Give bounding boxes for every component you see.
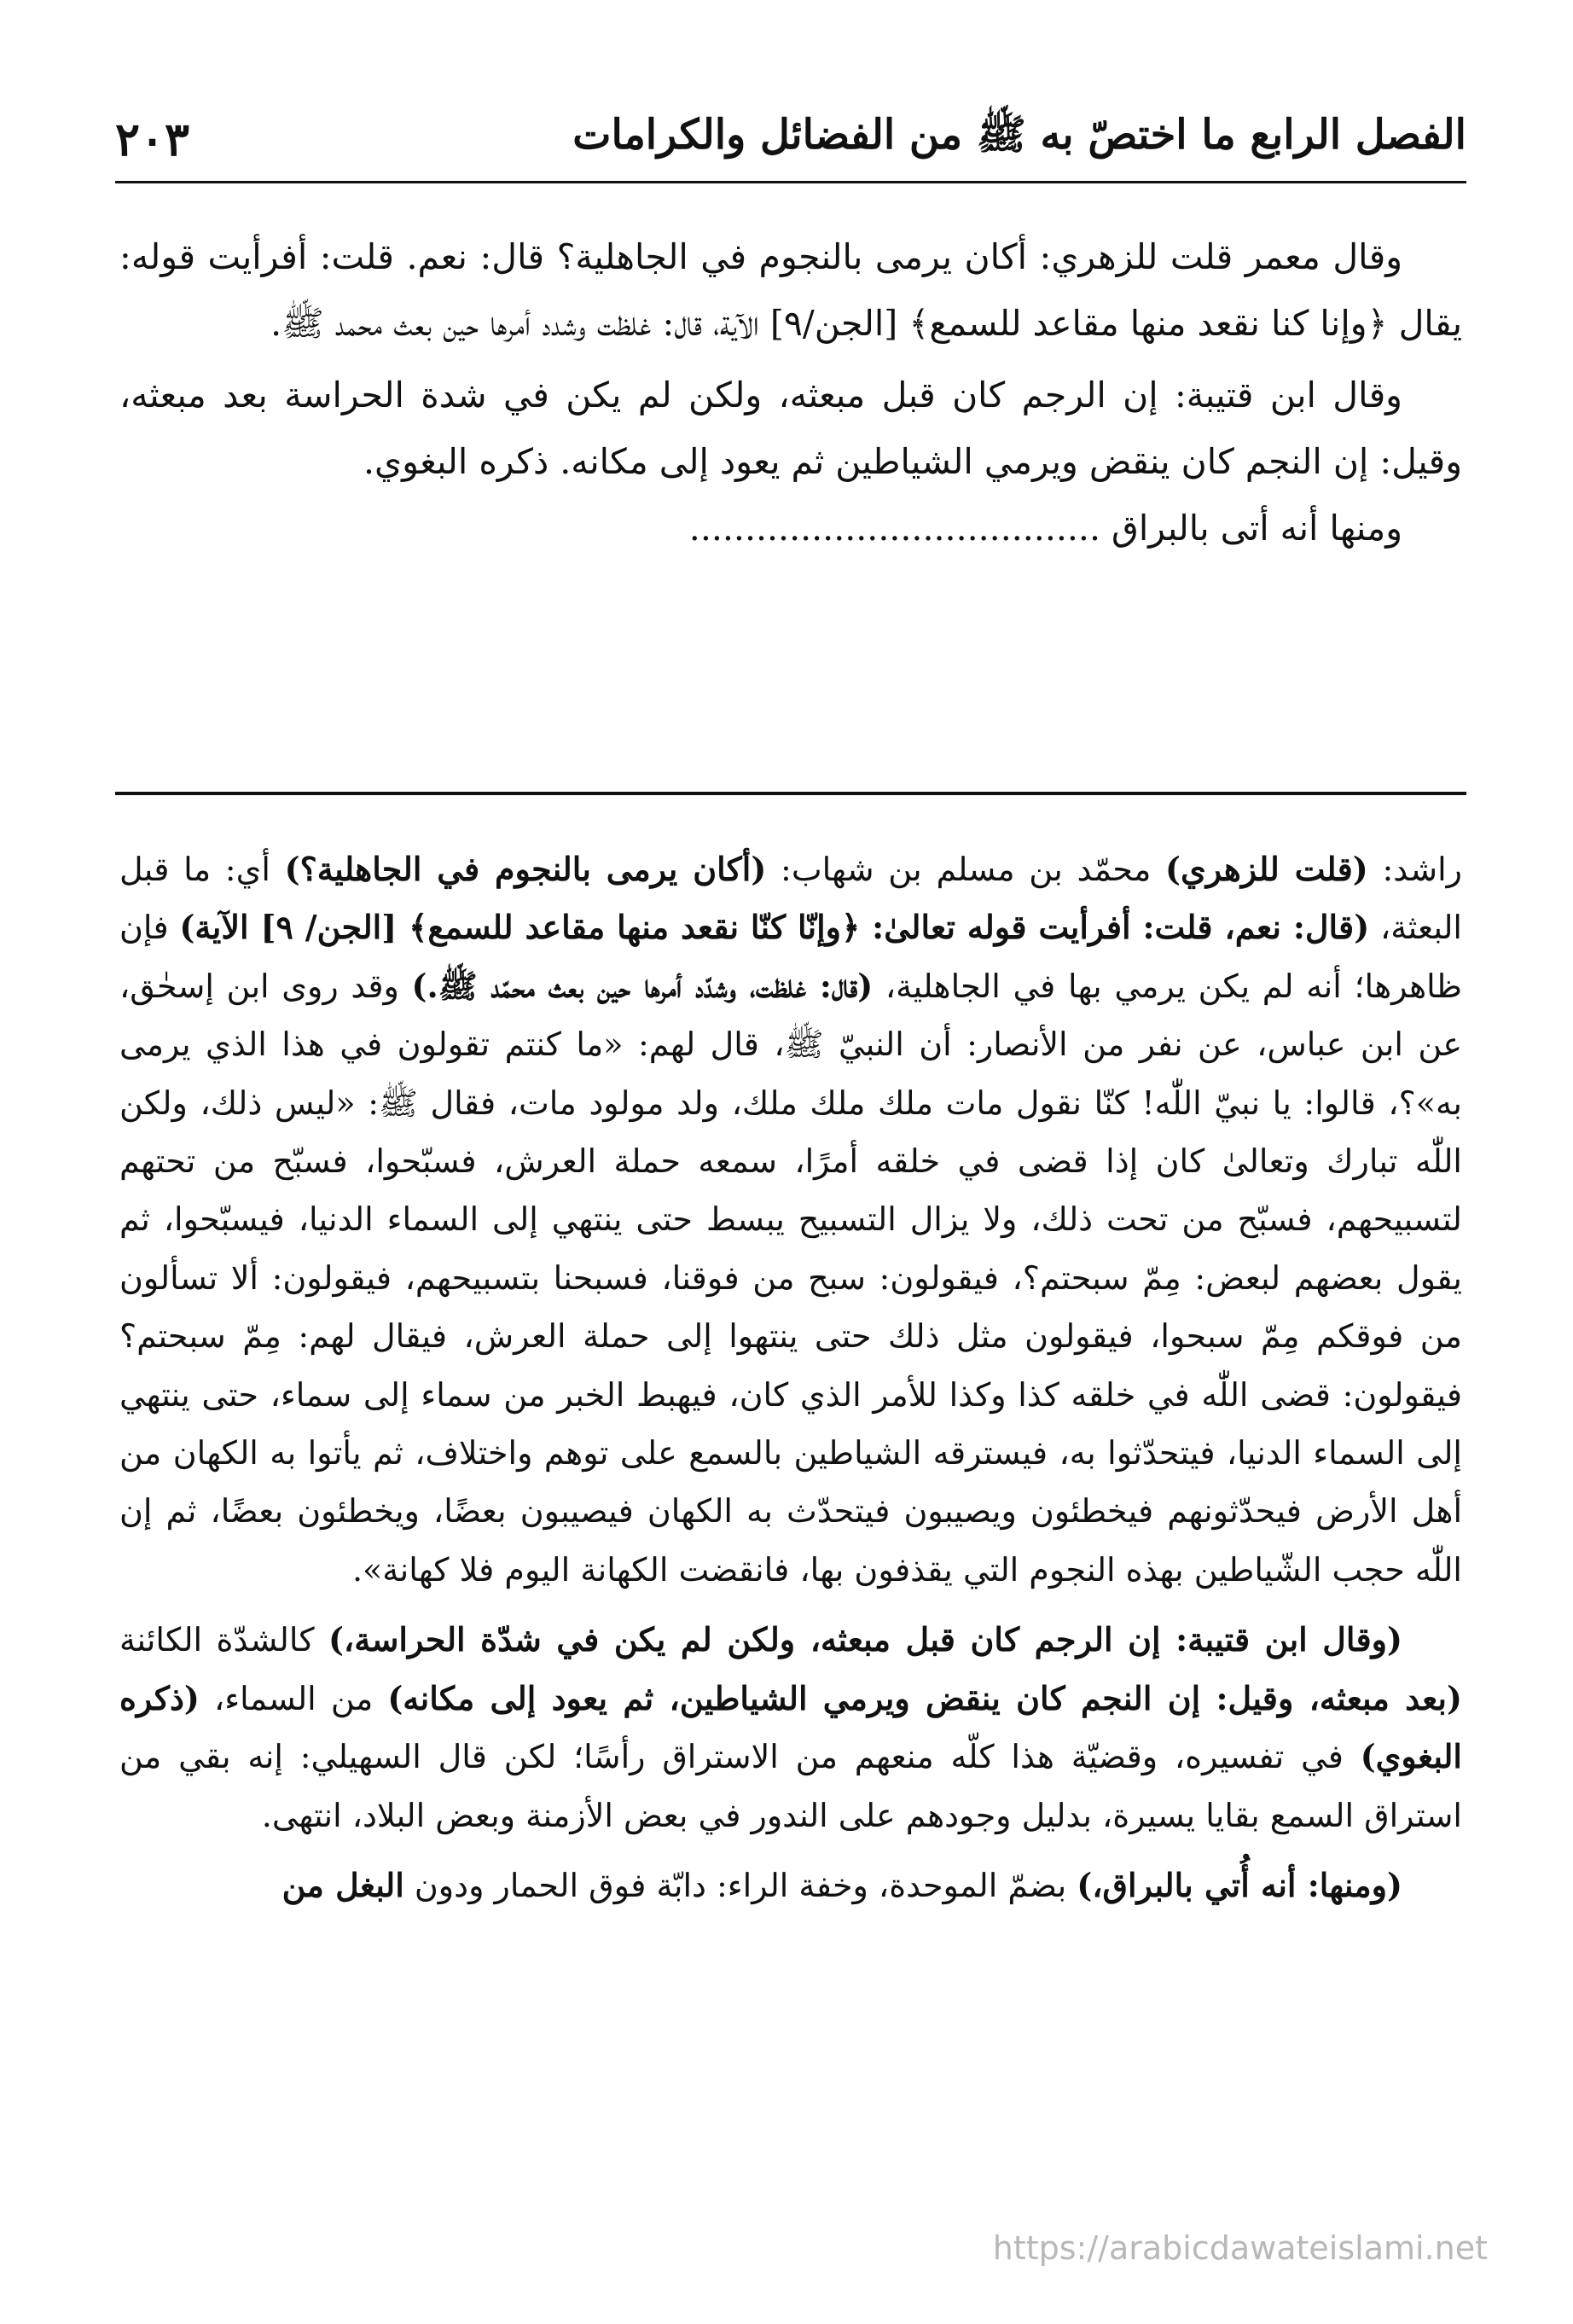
quoted-matn: (أكان يرمى بالنجوم في الجاهلية؟) bbox=[284, 850, 767, 888]
quoted-matn: (ذكره البغوي) bbox=[119, 1678, 1462, 1776]
commentary-span: كالشدّة الكائنة bbox=[119, 1621, 328, 1659]
quoted-matn: (وقال ابن قتيبة: إن الرجم كان قبل مبعثه، ولكن لم يكن في شدّة الحراسة،) bbox=[328, 1620, 1402, 1659]
watermark-url: https://arabicdawateislami.net bbox=[992, 2229, 1488, 2267]
commentary-span: راشد: bbox=[1367, 851, 1463, 888]
main-text bbox=[119, 224, 1462, 561]
commentary-paragraph bbox=[119, 1611, 1462, 1845]
page-header bbox=[115, 101, 1466, 177]
quoted-matn: (قلت للزهري) bbox=[1165, 850, 1368, 888]
chapter-title: الفصل الرابع ما اختصّ به ﷺ من الفضائل والكرامات bbox=[572, 110, 1466, 159]
section-separator bbox=[115, 792, 1466, 795]
commentary-span: البغل من bbox=[282, 1865, 404, 1904]
page-number: ٢٠٣ bbox=[115, 112, 190, 166]
quoted-matn: (ومنها: أنه أُتي بالبراق،) bbox=[1077, 1865, 1402, 1904]
commentary-span: فإن ظاهرها؛ أنه لم يكن يرمي بها في الجاهلية، bbox=[119, 909, 1463, 1005]
matn-paragraph: ومنها أنه أتى بالبراق ..................................... bbox=[688, 508, 1402, 549]
quoted-matn: (قال: نعم، قلت: أفرأيت قوله تعالىٰ: ﴿وإنّا كنّا نقعد منها مقاعد للسمع﴾ [الجن/ ٩] الآية) bbox=[179, 908, 1370, 947]
commentary-paragraph bbox=[119, 1856, 1462, 1914]
commentary-span: محمّد بن مسلم بن شهاب: bbox=[766, 851, 1166, 888]
quoted-matn: (بعد مبعثه، وقيل: إن النجم كان ينقض ويرمي الشياطين، ثم يعود إلى مكانه) bbox=[387, 1678, 1462, 1717]
commentary-span: في تفسيره، وقضيّة هذا كلّه منعهم من الاستراق رأسًا؛ لكن قال السهيلي: إنه بقي من استراق السمع بقايا يسيرة، بدليل وجودهم على الندور في بعض الأزمنة وبعض البلاد، انتهى. bbox=[119, 1738, 1462, 1834]
quoted-matn: (قال: غلظت، وشدّد أمرها حين بعث محمّد ﷺ.) bbox=[411, 966, 874, 1005]
commentary-text bbox=[119, 840, 1462, 1914]
commentary-span: وقد روى ابن إسحٰق، عن ابن عباس، عن نفر من الأنصار: أن النبيّ ﷺ، قال لهم: «ما كنتم تقولون في هذا الذي يرمى به»؟، قالوا: يا نبيّ اللّٰه! كنّا نقول مات ملك ملك ملك، ولد مولود مات، فقال ﷺ: «ليس ذلك، ولكن اللّٰه تبارك وتعالىٰ كان إذا قضى في خلقه أمرًا، سمعه حملة العرش، فسبّحوا، فسبّح من تحتهم لتسبيحهم، فسبّح من تحت ذلك، ولا يزال التسبيح يبسط حتى ينتهي إلى السماء الدنيا، فيسبّحوا، ثم يقول بعضهم لبعض: مِمّ سبحتم؟، فيقولون: سبح من فوقنا، فسبحنا بتسبيحهم، فيقولون: ألا تسألون من فوقكم مِمّ سبحوا، فيقولون مثل ذلك حتى ينتهوا إلى حملة العرش، فيقال لهم: مِمّ سبحتم؟ فيقولون: قضى اللّٰه في خلقه كذا وكذا للأمر الذي كان، فيهبط الخبر من سماء إلى سماء، حتى ينتهي إلى السماء الدنيا، فيتحدّثوا به، فيسترقه الشياطين بالسمع على توهم واختلاف، ثم يأتوا به الكهان من أهل الأرض فيحدّثونهم فيخطئون ويصيبون فيتحدّث به الكهان فيصيبون بعضًا، ويخطئون بعضًا، ثم إن اللّٰه حجب الشّياطين بهذه النجوم التي يقذفون بها، فانقضت الكهانة اليوم فلا كهانة». bbox=[119, 967, 1462, 1589]
commentary-span: بضمّ الموحدة، وخفة الراء: دابّة فوق الحمار ودون bbox=[403, 1866, 1077, 1904]
commentary-span: أي: ما قبل البعثة، bbox=[119, 851, 1462, 947]
matn-paragraph: وقال ابن قتيبة: إن الرجم كان قبل مبعثه، ولكن لم يكن في شدة الحراسة بعد مبعثه، وقيل: إن النجم كان ينقض ويرمي الشياطين ثم يعود إلى مكانه. ذكره البغوي. bbox=[119, 375, 1462, 482]
matn-paragraph: وقال معمر قلت للزهري: أكان يرمى بالنجوم في الجاهلية؟ قال: نعم. قلت: أفرأيت قوله: يقال ﴿وإنا كنا نقعد منها مقاعد للسمع﴾ [الجن/٩] الآية، قال: غلظت وشدد أمرها حين بعث محمد ﷺ. bbox=[119, 236, 1462, 344]
header-rule bbox=[115, 181, 1466, 183]
commentary-span: من السماء، bbox=[199, 1679, 388, 1717]
commentary-paragraph bbox=[119, 840, 1462, 1599]
